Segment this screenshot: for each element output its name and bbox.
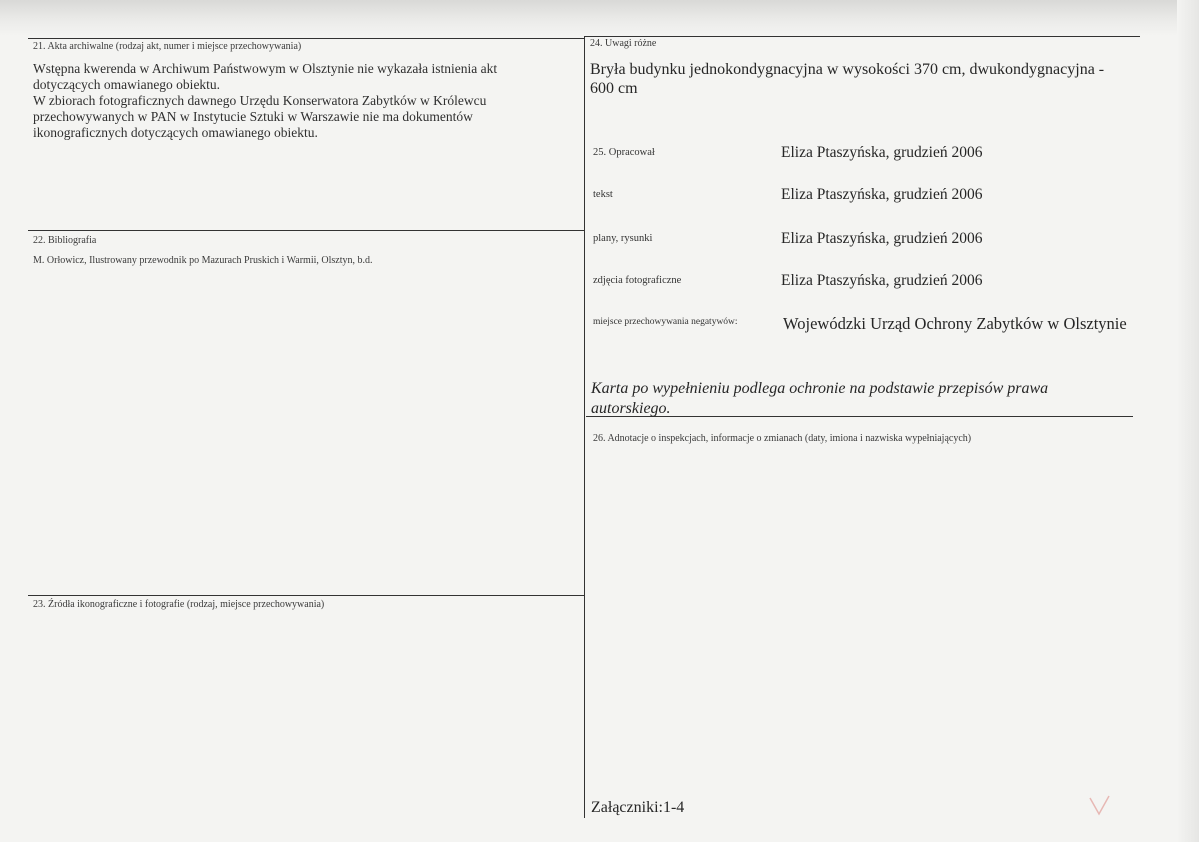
section-21-line: Wstępna kwerenda w Archiwum Państwowym w Olsztynie nie wykazała istnienia akt (33, 61, 498, 76)
section-22-heading: 22. Bibliografia (33, 235, 97, 246)
section-24-line-2: 600 cm (590, 80, 638, 97)
section-21-line: przechowywanych w PAN w Instytucie Sztuki w Warszawie nie ma dokumentów (33, 109, 473, 124)
text-value: Eliza Ptaszyńska, grudzień 2006 (781, 186, 983, 203)
attachments-note: Załączniki:1-4 (591, 799, 685, 816)
plans-label: plany, rysunki (593, 233, 653, 244)
scan-shadow-right (1177, 0, 1199, 842)
section-24-heading: 24. Uwagi różne (590, 38, 657, 49)
section-21-text (33, 61, 573, 141)
author-label: 25. Opracował (593, 147, 655, 158)
center-divider (584, 36, 585, 818)
photos-label: zdjęcia fotograficzne (593, 275, 682, 286)
section-23-heading: 23. Źródła ikonograficzne i fotografie (rodzaj, miejsce przechowywania) (33, 599, 325, 610)
author-value: Eliza Ptaszyńska, grudzień 2006 (781, 144, 983, 161)
check-mark-stroke (1090, 796, 1109, 814)
negatives-value: Wojewódzki Urząd Ochrony Zabytków w Olsztynie (783, 314, 1127, 333)
divider-22-23 (28, 595, 584, 596)
section-21-line: W zbiorach fotograficznych dawnego Urzędu Konserwatora Zabytków w Królewcu (33, 93, 487, 108)
section-24-line-1: Bryła budynku jednokondygnacyjna w wysokości 370 cm, dwukondygnacyjna - (590, 61, 1105, 78)
text-label: tekst (593, 189, 613, 200)
top-border-left (28, 38, 584, 39)
bibliography-entry: M. Orłowicz, Ilustrowany przewodnik po Mazurach Pruskich i Warmii, Olsztyn, b.d. (33, 255, 373, 266)
section-26-heading: 26. Adnotacje o inspekcjach, informacje o zmianach (daty, imiona i nazwiska wypełniających) (593, 433, 972, 444)
plans-value: Eliza Ptaszyńska, grudzień 2006 (781, 230, 983, 247)
negatives-label: miejsce przechowywania negatywów: (593, 317, 738, 327)
section-21-heading: 21. Akta archiwalne (rodzaj akt, numer i miejsce przechowywania) (33, 41, 302, 52)
scan-shadow-top (0, 0, 1199, 36)
divider-21-22 (28, 230, 584, 231)
copyright-line: Karta po wypełnieniu podlega ochronie na podstawie przepisów prawa (591, 380, 1049, 397)
copyright-notice (591, 379, 1131, 419)
section-21-line: ikonograficznych dotyczących omawianego obiektu. (33, 125, 318, 140)
section-21-line: dotyczących omawianego obiektu. (33, 77, 221, 92)
top-border-right (584, 36, 1140, 37)
copyright-line: autorskiego. (591, 400, 671, 417)
photos-value: Eliza Ptaszyńska, grudzień 2006 (781, 272, 983, 289)
check-mark-icon (1088, 795, 1112, 817)
